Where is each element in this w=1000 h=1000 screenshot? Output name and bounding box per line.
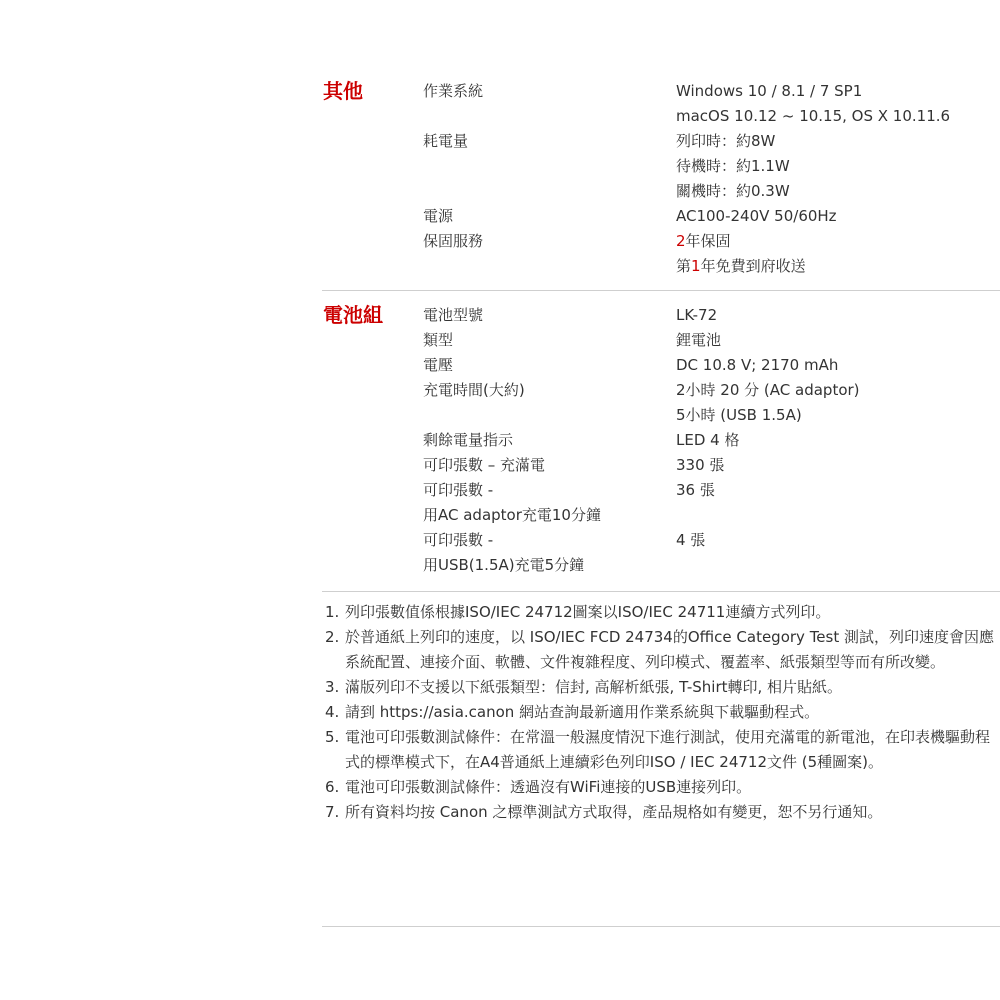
footnote-item <box>325 725 995 775</box>
divider-line <box>322 290 1000 291</box>
spec-value-os-1: Windows 10 / 8.1 / 7 SP1 <box>676 82 863 100</box>
footnote-text: 於普通紙上列印的速度，以 ISO/IEC FCD 24734的Office Category Test 測試，列印速度會因應系統配置、連接介面、軟體、文件複雜程度、列印模式、覆蓋率、紙張類型等而有所改變。 <box>345 628 995 671</box>
footnote-number: 5. <box>325 728 340 746</box>
footnote-item <box>325 675 995 700</box>
footnote-text: 電池可印張數測試條件：在常溫一般濕度情況下進行測試，使用充滿電的新電池，在印表機驅動程式的標準模式下，在A4普通紙上連續彩色列印ISO / IEC 24712文件 (5種圖案)。 <box>345 728 991 771</box>
spec-label-os: 作業系統 <box>423 82 484 100</box>
spec-value-battery-type: 鋰電池 <box>676 331 722 349</box>
footnotes-list <box>325 600 995 825</box>
spec-value-prints-usb: 4 張 <box>676 531 706 549</box>
spec-label-prints-full: 可印張數 – 充滿電 <box>423 456 546 474</box>
footnote-number: 2. <box>325 628 340 646</box>
spec-label-remaining: 剩餘電量指示 <box>423 431 514 449</box>
spec-value-warranty-1 <box>676 229 731 254</box>
footnote-item <box>325 800 995 825</box>
footnote-number: 7. <box>325 803 340 821</box>
spec-value-power-source: AC100-240V 50/60Hz <box>676 207 837 225</box>
spec-value-remaining: LED 4 格 <box>676 431 740 449</box>
footnote-item <box>325 625 995 675</box>
spec-value-charge-time-usb: 5小時 (USB 1.5A) <box>676 406 802 424</box>
spec-value-power-print: 列印時：約8W <box>676 132 776 150</box>
spec-value-prints-full: 330 張 <box>676 456 725 474</box>
footnote-text: 電池可印張數測試條件：透過沒有WiFi連接的USB連接列印。 <box>345 778 752 796</box>
footnote-number: 3. <box>325 678 340 696</box>
spec-label-prints-usb-2: 用USB(1.5A)充電5分鐘 <box>423 556 585 574</box>
spec-label-charge-time: 充電時間(大約) <box>423 381 525 399</box>
section-title-battery: 電池組 <box>323 303 383 327</box>
footnote-item <box>325 700 995 725</box>
spec-value-charge-time-ac: 2小時 20 分 (AC adaptor) <box>676 381 860 399</box>
spec-value-warranty-2 <box>676 254 806 279</box>
spec-label-battery-model: 電池型號 <box>423 306 484 324</box>
warranty-years-text: 年保固 <box>685 232 731 250</box>
footnote-item <box>325 600 995 625</box>
spec-label-power-source: 電源 <box>423 207 454 225</box>
footnote-number: 6. <box>325 778 340 796</box>
spec-value-os-2: macOS 10.12 ~ 10.15, OS X 10.11.6 <box>676 107 951 125</box>
spec-value-battery-model: LK-72 <box>676 306 718 324</box>
section-title-other: 其他 <box>323 79 363 103</box>
divider-line <box>322 926 1000 927</box>
warranty-service-prefix: 第 <box>676 257 692 275</box>
divider-line <box>322 591 1000 592</box>
footnote-text: 所有資料均按 Canon 之標準測試方式取得，產品規格如有變更，恕不另行通知。 <box>345 803 883 821</box>
spec-label-warranty: 保固服務 <box>423 232 484 250</box>
warranty-service-number: 1 <box>691 257 701 275</box>
spec-value-voltage: DC 10.8 V; 2170 mAh <box>676 356 839 374</box>
spec-label-prints-ac-1: 可印張數 - <box>423 481 494 499</box>
footnote-text: 列印張數值係根據ISO/IEC 24712圖案以ISO/IEC 24711連續方式列印。 <box>345 603 831 621</box>
spec-label-battery-type: 類型 <box>423 331 454 349</box>
spec-label-prints-usb-1: 可印張數 - <box>423 531 494 549</box>
spec-value-power-off: 關機時：約0.3W <box>676 182 790 200</box>
warranty-service-text: 年免費到府收送 <box>700 257 806 275</box>
footnote-number: 1. <box>325 603 340 621</box>
footnote-number: 4. <box>325 703 340 721</box>
footnote-text: 滿版列印不支援以下紙張類型：信封, 高解析紙張, T-Shirt轉印, 相片貼紙。 <box>345 678 843 696</box>
spec-value-prints-ac: 36 張 <box>676 481 715 499</box>
spec-label-voltage: 電壓 <box>423 356 454 374</box>
spec-value-power-standby: 待機時：約1.1W <box>676 157 790 175</box>
warranty-years-number: 2 <box>676 232 686 250</box>
footnote-text: 請到 https://asia.canon 網站查詢最新適用作業系統與下載驅動程式。 <box>345 703 820 721</box>
spec-label-power-consumption: 耗電量 <box>423 132 469 150</box>
spec-label-prints-ac-2: 用AC adaptor充電10分鐘 <box>423 506 601 524</box>
footnote-item <box>325 775 995 800</box>
